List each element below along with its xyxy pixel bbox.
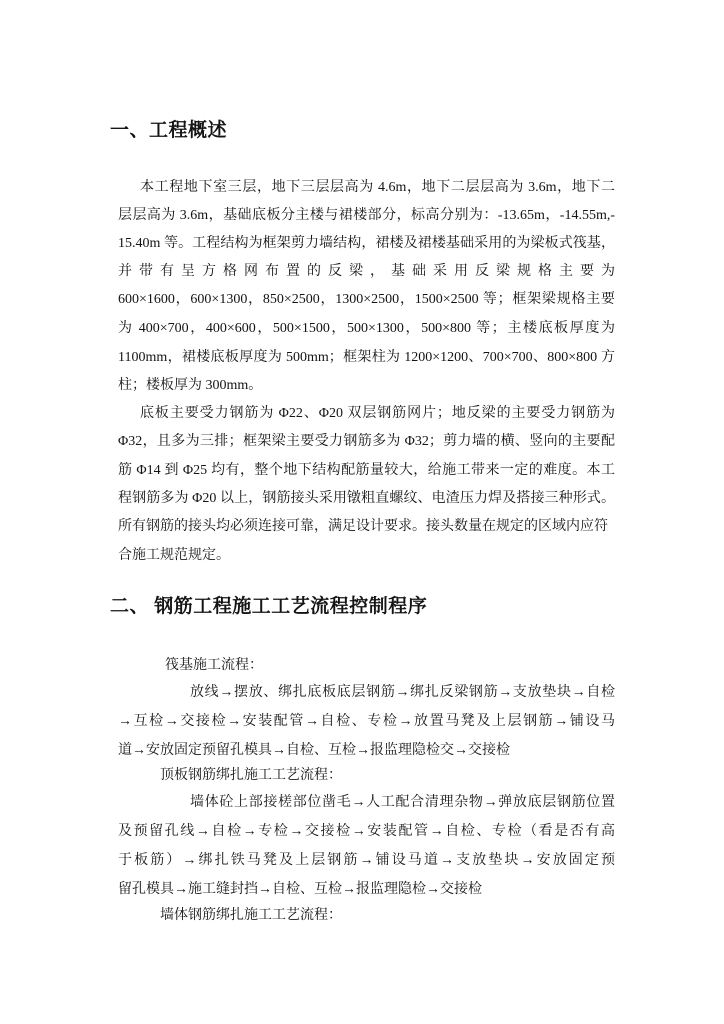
paragraph-line: 所有钢筋的接头均必须连接可靠，满足设计要求。接头数量在规定的区域内应符 xyxy=(118,519,608,534)
flow-line: 于板筋）→绑扎铁马凳及上层钢筋→铺设马道→支放垫块→安放固定预 xyxy=(118,853,615,868)
flow-line: 放线→摆放、绑扎底板底层钢筋→绑扎反梁钢筋→支放垫块→自检 xyxy=(190,685,615,700)
flow-line: →互检→交接检→安装配管→自检、专检→放置马凳及上层钢筋→铺设马 xyxy=(118,714,615,729)
flow-line: 留孔模具→施工缝封挡→自检、互检→报监理隐检→交接检 xyxy=(118,882,482,897)
flow-title: 筏基施工流程： xyxy=(165,658,263,673)
flow-title: 顶板钢筋绑扎施工工艺流程： xyxy=(160,768,342,783)
paragraph-line: 合施工规范规定。 xyxy=(118,548,230,563)
paragraph-line: 程钢筋多为 Φ20 以上，钢筋接头采用镦粗直螺纹、电渣压力焊及搭接三种形式。 xyxy=(118,491,615,506)
paragraph-line: 本工程地下室三层，地下三层层高为 4.6m，地下二层层高为 3.6m，地下二 xyxy=(140,180,615,195)
paragraph-line: 层层高为 3.6m，基础底板分主楼与裙楼部分，标高分别为：-13.65m，-14.55m,- xyxy=(118,208,615,223)
flow-line: 道→安放固定预留孔模具→自检、互检→报监理隐检交→交接检 xyxy=(118,743,510,758)
paragraph-line: 柱；楼板厚为 300mm。 xyxy=(118,378,263,393)
paragraph-line: 600×1600，600×1300，850×2500，1300×2500，1500×2500 等；框架梁规格主要 xyxy=(118,292,615,307)
flow-title: 墙体钢筋绑扎施工工艺流程： xyxy=(160,908,342,923)
paragraph-line: 15.40m 等。工程结构为框架剪力墙结构，裙楼及裙楼基础采用的为梁板式筏基， xyxy=(118,236,615,251)
flow-line: 墙体砼上部接槎部位凿毛→人工配合清理杂物→弹放底层钢筋位置 xyxy=(190,795,615,810)
paragraph-line: Φ32，且多为三排；框架梁主要受力钢筋多为 Φ32；剪力墙的横、竖向的主要配 xyxy=(118,434,615,449)
section-heading-overview: 一、工程概述 xyxy=(110,120,228,141)
section-heading-process-control: 二、 钢筋工程施工工艺流程控制程序 xyxy=(110,596,428,617)
paragraph-line: 底板主要受力钢筋为 Φ22、Φ20 双层钢筋网片；地反梁的主要受力钢筋为 xyxy=(140,406,615,421)
paragraph-line: 并带有呈方格网布置的反梁，基础采用反梁规格主要为 xyxy=(118,264,615,279)
paragraph-line: 1100mm，裙楼底板厚度为 500mm；框架柱为 1200×1200、700×700、800×800 方 xyxy=(118,350,615,365)
paragraph-line: 为 400×700，400×600，500×1500，500×1300，500×800 等；主楼底板厚度为 xyxy=(118,321,615,336)
flow-line: 及预留孔线→自检→专检→交接检→安装配管→自检、专检（看是否有高 xyxy=(118,824,615,839)
paragraph-line: 筋 Φ14 到 Φ25 均有，整个地下结构配筋量较大，给施工带来一定的难度。本工 xyxy=(118,463,615,478)
